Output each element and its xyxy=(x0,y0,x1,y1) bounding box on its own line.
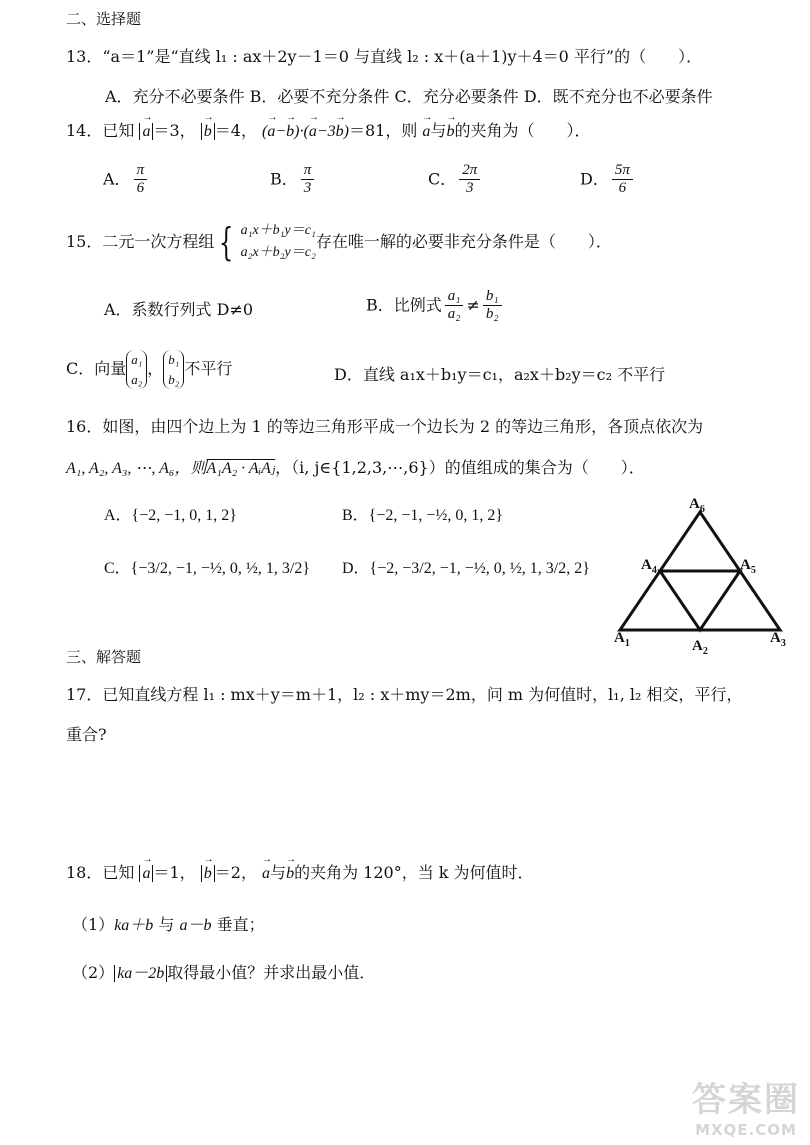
question-18-c1: ＝1， xyxy=(153,863,196,882)
question-18-c4: 的夹角为 120°，当 k 为何值时． xyxy=(294,863,534,882)
denominator: 6 xyxy=(136,180,145,197)
vector-dot-expression: A₁A₂ · AᵢAⱼ xyxy=(206,460,276,477)
vertex-list: A₁, A₂, A₃, ⋯, A₆，则 xyxy=(66,460,207,477)
option-label: A． xyxy=(103,169,131,189)
question-18-c3: 与 xyxy=(270,863,287,882)
part-1-expression-a: ka＋b xyxy=(114,917,154,934)
option-label: B． xyxy=(270,169,298,189)
equation-system xyxy=(241,220,316,265)
watermark-url: MXQE.COM xyxy=(695,1121,797,1139)
part-1-label: （1） xyxy=(72,915,115,934)
numerator: b₁ xyxy=(483,288,502,306)
denominator: a₂ xyxy=(447,306,461,323)
numerator: a₁ xyxy=(445,288,464,306)
question-13-number: 13． xyxy=(66,47,103,66)
question-16-option-c: C．{−3/2, −1, −½, 0, ½, 1, 3/2} xyxy=(104,560,310,577)
vector-entry: b₁ xyxy=(168,352,180,367)
question-16-option-d: D．{−2, −3/2, −1, −½, 0, ½, 1, 3/2, 2} xyxy=(342,560,590,577)
question-14-c2: ＝4， xyxy=(214,121,257,140)
fraction xyxy=(459,162,480,198)
left-brace: { xyxy=(219,220,234,265)
watermark xyxy=(692,1072,800,1139)
question-16-number: 16． xyxy=(66,417,103,436)
question-14-option-a xyxy=(103,162,150,198)
denominator: 6 xyxy=(618,180,627,197)
question-15-option-c: C．向量 a₁ a₂ ， b₁ b₂ 不平行 xyxy=(66,350,232,389)
numerator: 2π xyxy=(459,162,480,180)
vector-a: → a xyxy=(262,865,270,883)
not-equal-sign: ≠ xyxy=(466,295,480,315)
question-16-line-2 xyxy=(66,455,645,478)
question-17-line-1 xyxy=(66,682,743,705)
question-13-stem: “a＝1”是“直线 l₁ : ax＋2y－1＝0 与直线 l₂ : x＋(a＋1)y＋4＝0 平行”的（ ）． xyxy=(102,47,703,66)
question-14-option-d xyxy=(580,162,636,198)
question-14-c5: 的夹角为（ ）． xyxy=(454,121,591,140)
label-a2: $A_2$ xyxy=(692,638,708,657)
question-17-line-2: 重合? xyxy=(66,725,107,744)
fraction xyxy=(134,162,148,198)
part-2-label: （2） xyxy=(72,963,115,982)
question-18-part-2 xyxy=(72,960,375,983)
label-a4: $A_4$ xyxy=(641,557,657,576)
question-16-option-b: B．{−2, −1, −½, 0, 1, 2} xyxy=(342,507,504,524)
part-2-expression: ka－2b xyxy=(114,965,167,982)
question-15-post: 存在唯一解的必要非充分条件是（ ）． xyxy=(315,231,612,251)
question-18-c2: ＝2， xyxy=(214,863,257,882)
triangle-figure xyxy=(600,490,800,660)
question-14-c3: ＝81，则 xyxy=(348,121,418,140)
question-13-options: A．充分不必要条件 B．必要不充分条件 C．充分必要条件 D．既不充分也不必要条件 xyxy=(105,87,713,106)
question-18-part-1 xyxy=(72,912,265,935)
option-label: B．比例式 xyxy=(366,295,442,315)
question-15-option-b xyxy=(366,288,505,324)
option-label: D． xyxy=(580,169,609,189)
abs-b: → b xyxy=(201,865,215,882)
vector-product-expression: (→ a−→ b)·(→ a−3→ b) xyxy=(262,123,349,140)
question-14 xyxy=(66,118,590,141)
vector-b: → b xyxy=(286,865,294,883)
vector-entry: a₂ xyxy=(131,371,143,387)
question-16-line-1 xyxy=(66,414,703,437)
abs-a: → a xyxy=(139,123,153,140)
denominator: 3 xyxy=(303,180,312,197)
question-14-number: 14． xyxy=(66,121,103,140)
section-heading-answer: 三、解答题 xyxy=(66,648,142,666)
question-18-number: 18． xyxy=(66,863,103,882)
watermark-title: 答案圈 xyxy=(692,1080,800,1120)
label-a1: $A_1$ xyxy=(614,630,630,649)
question-18-pre: 已知 xyxy=(102,863,135,882)
question-17-number: 17． xyxy=(66,685,103,704)
abs-b: → b xyxy=(201,123,215,140)
option-label: C． xyxy=(428,169,457,189)
inner-triangle xyxy=(660,571,740,630)
vector-b: → b xyxy=(446,123,454,141)
vector-a: → a xyxy=(422,123,430,141)
question-16-text: 如图，由四个边上为 1 的等边三角形平成一个边长为 2 的等边三角形，各顶点依次为 xyxy=(102,417,704,436)
vector-entry: a₁ xyxy=(131,352,143,367)
label-a5: $A_5$ xyxy=(740,557,756,576)
denominator: 3 xyxy=(466,180,474,197)
question-16-tail: ，（i, j∈{1,2,3,⋯,6}）的值组成的集合为（ ）． xyxy=(275,458,645,477)
fraction-a xyxy=(445,288,464,324)
question-14-c4: 与 xyxy=(430,121,447,140)
part-1-connector: 与 xyxy=(153,915,180,934)
question-17-text: 已知直线方程 l₁ : mx＋y＝m＋1，l₂ : x＋my＝2m，问 m 为何值时，l₁, l₂ 相交，平行， xyxy=(102,685,743,704)
vector-entry: b₂ xyxy=(168,371,180,387)
fraction xyxy=(612,162,633,198)
fraction xyxy=(301,162,315,198)
question-16-option-a: A．{−2, −1, 0, 1, 2} xyxy=(104,507,237,524)
option-label: C．向量 xyxy=(66,359,127,378)
column-vector-a xyxy=(126,350,147,389)
part-1-expression-b: a－b xyxy=(179,917,212,934)
question-15-number: 15． xyxy=(66,231,103,251)
question-14-option-c xyxy=(428,162,483,198)
label-a6: $A_6$ xyxy=(689,496,705,515)
numerator: π xyxy=(301,162,315,180)
section-heading-choice: 二、选择题 xyxy=(66,10,142,28)
question-18 xyxy=(66,860,534,883)
question-15 xyxy=(66,220,612,265)
numerator: 5π xyxy=(612,162,633,180)
denominator: b₂ xyxy=(485,306,499,323)
fraction-b xyxy=(483,288,502,324)
option-c-post: 不平行 xyxy=(184,359,233,378)
question-14-pre: 已知 xyxy=(102,121,135,140)
equation-2: a₂x＋b₂y＝c₂ xyxy=(240,245,316,261)
question-13 xyxy=(66,44,702,67)
column-vector-b xyxy=(163,350,184,389)
part-2-post: 取得最小值？并求出最小值． xyxy=(167,963,376,982)
question-15-pre: 二元一次方程组 xyxy=(102,231,215,251)
question-14-option-b xyxy=(270,162,317,198)
part-1-post: 垂直； xyxy=(211,915,265,934)
equation-1: a₁x＋b₁y＝c₁ xyxy=(240,223,316,238)
numerator: π xyxy=(134,162,148,180)
question-15-option-d: D．直线 a₁x＋b₁y＝c₁，a₂x＋b₂y＝c₂ 不平行 xyxy=(334,365,666,384)
label-a3: $A_3$ xyxy=(770,630,786,649)
question-15-option-a: A．系数行列式 D≠0 xyxy=(104,300,254,319)
question-14-c1: ＝3， xyxy=(153,121,196,140)
abs-a: → a xyxy=(139,865,153,882)
